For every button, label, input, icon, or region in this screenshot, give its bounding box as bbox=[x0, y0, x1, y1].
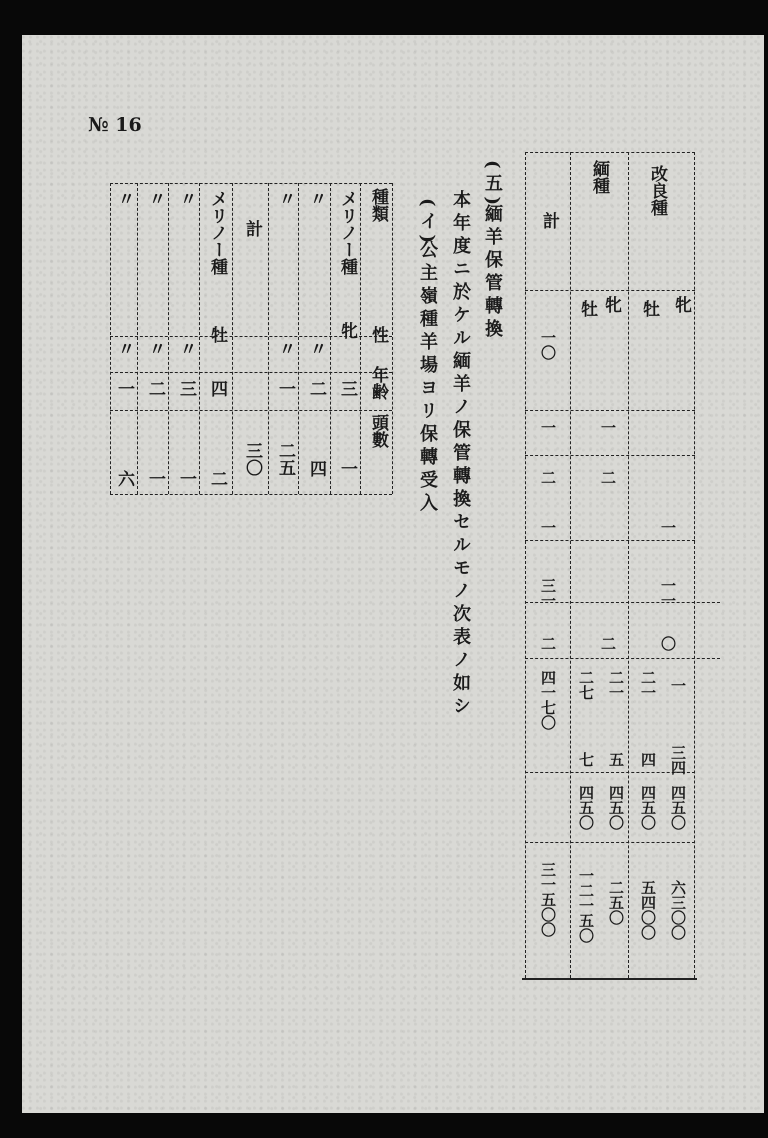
row1-kind: メリノー種 bbox=[337, 190, 357, 275]
group2-sub2: 牡 bbox=[577, 300, 597, 317]
row6-kind: 〃 bbox=[176, 190, 196, 207]
section-marker: (五) bbox=[482, 160, 503, 211]
group2-sub1: 牝 bbox=[601, 296, 621, 313]
row2-age: 二 bbox=[306, 380, 326, 397]
r1-total: 一〇 bbox=[539, 330, 557, 360]
row6-count: 一 bbox=[176, 470, 196, 487]
row5-sex: 牡 bbox=[207, 326, 227, 343]
header-age: 年齢 bbox=[368, 366, 388, 400]
row8-count: 六 bbox=[114, 470, 134, 487]
row6-age: 三 bbox=[176, 380, 196, 397]
r8-c1: 三四 bbox=[669, 745, 687, 775]
r8-c2: 四 bbox=[639, 752, 657, 767]
r7-c2: 二一 bbox=[639, 670, 657, 700]
row1-sex: 牝 bbox=[337, 322, 357, 339]
row8-kind: 〃 bbox=[114, 190, 134, 207]
row3-kind: 〃 bbox=[275, 190, 295, 207]
r2-c4: 一 bbox=[599, 420, 617, 435]
sub-marker: (イ) bbox=[417, 198, 438, 249]
r9-c3: 四五〇 bbox=[607, 785, 625, 830]
r9-c1: 四五〇 bbox=[669, 785, 687, 830]
group1-label: 改良種 bbox=[647, 165, 667, 216]
r5-c2: 一一 bbox=[659, 578, 677, 608]
row2-count: 四 bbox=[306, 460, 326, 477]
row3-sex: 〃 bbox=[275, 340, 295, 357]
header-count: 頭數 bbox=[368, 414, 388, 448]
row4-count: 三〇 bbox=[242, 442, 262, 476]
row6-sex: 〃 bbox=[176, 340, 196, 357]
r10-c4: 一二一五〇 bbox=[577, 868, 595, 943]
r7-total: 四一七〇 bbox=[539, 670, 557, 730]
group1-sub1: 牝 bbox=[671, 296, 691, 313]
row3-count: 二五 bbox=[275, 442, 295, 476]
row1-age: 三 bbox=[337, 380, 357, 397]
r3-total: 二 bbox=[539, 470, 557, 485]
r8-c3: 五 bbox=[607, 752, 625, 767]
row7-sex: 〃 bbox=[145, 340, 165, 357]
section-title: 緬羊保管轉換 bbox=[482, 204, 503, 342]
row2-sex: 〃 bbox=[306, 340, 326, 357]
r4-c2: 一 bbox=[659, 520, 677, 535]
r10-c2: 五四〇〇 bbox=[639, 880, 657, 940]
r10-c3: 二五〇 bbox=[607, 880, 625, 925]
row2-kind: 〃 bbox=[306, 190, 326, 207]
header-sex: 性 bbox=[368, 326, 388, 343]
row1-count: 一 bbox=[337, 460, 357, 477]
r6-c4: 二 bbox=[599, 636, 617, 651]
r4-total: 一 bbox=[539, 520, 557, 535]
row3-age: 一 bbox=[275, 380, 295, 397]
r6-total: 二 bbox=[539, 636, 557, 651]
row7-age: 二 bbox=[145, 380, 165, 397]
r9-c2: 四五〇 bbox=[639, 785, 657, 830]
r3-c4: 二 bbox=[599, 470, 617, 485]
row5-kind: メリノー種 bbox=[207, 190, 227, 275]
group1-sub2: 牡 bbox=[639, 300, 659, 317]
r8-c4: 七 bbox=[577, 752, 595, 767]
r10-total: 三一五〇〇 bbox=[539, 862, 557, 937]
header-kind: 種類 bbox=[368, 188, 388, 222]
r7-c4: 二七 bbox=[577, 670, 595, 700]
row4-kind: 計 bbox=[242, 220, 262, 237]
row7-kind: 〃 bbox=[145, 190, 165, 207]
r9-c4: 四五〇 bbox=[577, 785, 595, 830]
group3-label: 計 bbox=[539, 212, 559, 229]
group2-label: 緬種 bbox=[589, 160, 609, 194]
r5-total: 三一 bbox=[539, 578, 557, 608]
r7-c3: 二一 bbox=[607, 670, 625, 700]
r2-total: 一 bbox=[539, 420, 557, 435]
section-body: 本年度ニ於ケル緬羊ノ保管轉換セルモノ次表ノ如シ bbox=[450, 190, 471, 719]
r6-c2: 〇 bbox=[659, 636, 677, 651]
row5-age: 四 bbox=[207, 380, 227, 397]
page-number: № 16 bbox=[88, 114, 142, 136]
row8-sex: 〃 bbox=[114, 340, 134, 357]
r10-c1: 六三〇〇 bbox=[669, 880, 687, 940]
row8-age: 一 bbox=[114, 380, 134, 397]
sub-text: 公主嶺種羊場ヨリ保轉受入 bbox=[417, 240, 438, 516]
row7-count: 一 bbox=[145, 470, 165, 487]
r7-c1: 一 bbox=[669, 678, 687, 693]
row5-count: 二 bbox=[207, 470, 227, 487]
